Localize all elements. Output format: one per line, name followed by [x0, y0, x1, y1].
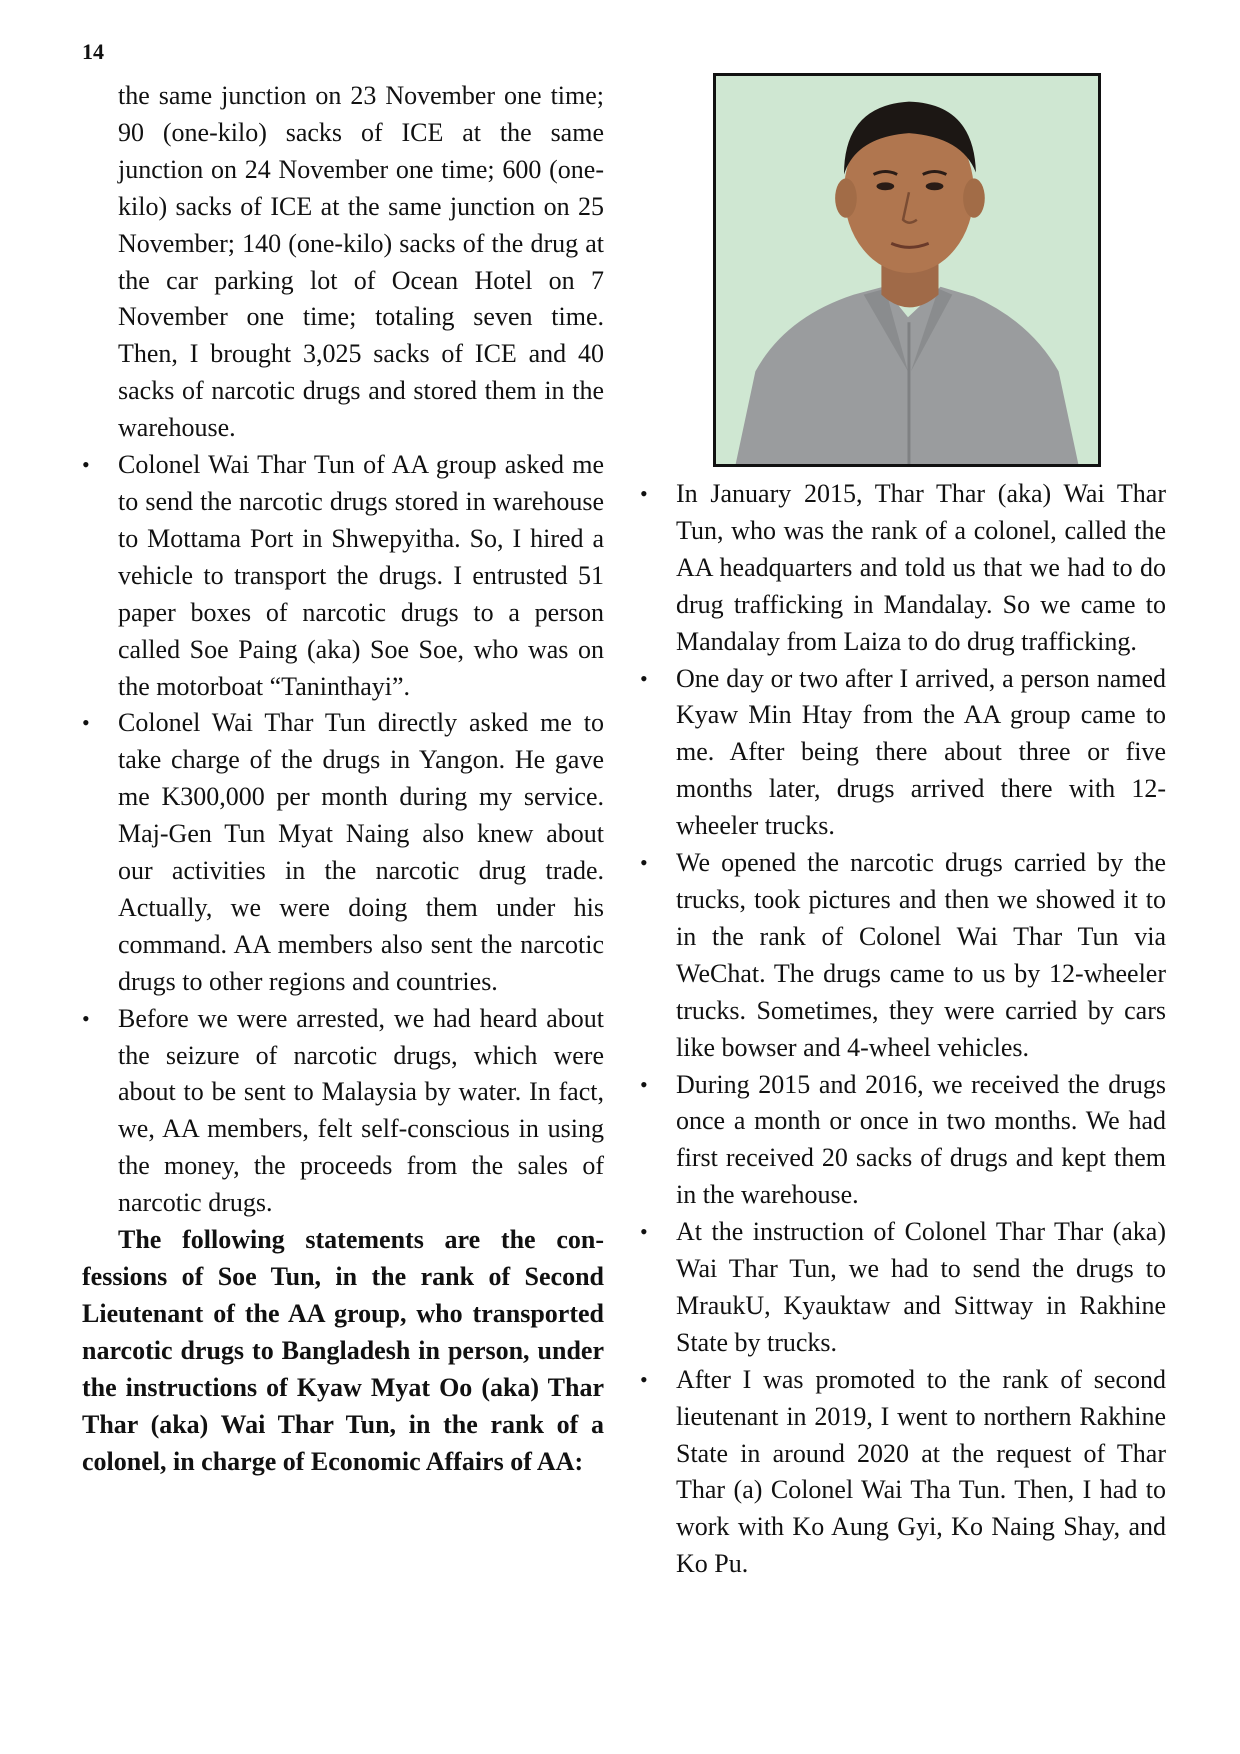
- list-item: • Colonel Wai Thar Tun directly asked me to take charge of the drugs in Yangon. He gave me K300,000 per month during my service. Maj-Gen Tun Myat Naing also knew about our activities in the narcotic drug trade. Actually, we were doing them under his command. AA members also sent the narcotic drugs to other regions and countries.: [82, 705, 604, 1000]
- left-bullet-list: [82, 447, 604, 1222]
- list-item: • We opened the narcotic drugs carried by the trucks, took pictures and then we showed it to in the rank of Colonel Wai Thar Tun via WeChat. The drugs came to us by 12-wheeler trucks. Sometimes, they were carried by cars like bowser and 4-wheel vehicles.: [640, 845, 1166, 1066]
- list-item: • During 2015 and 2016, we received the drugs once a month or once in two months. We had first received 20 sacks of drugs and kept them in the warehouse.: [640, 1067, 1166, 1215]
- list-item: • Colonel Wai Thar Tun of AA group asked me to send the narcotic drugs stored in warehouse to Mottama Port in Shwepyitha. So, I hired a vehicle to transport the drugs. I entrusted 51 paper boxes of narcotic drugs to a person called Soe Paing (aka) Soe Soe, who was on the motorboat “Taninthayi”.: [82, 447, 604, 705]
- confession-intro: The following statements are the confessions of Soe Tun, in the rank of Second Lieutenant of the AA group, who transported narcotic drugs to Bangladesh in person, under the instructions of Kyaw Myat Oo (aka) Thar Thar (aka) Wai Thar Tun, in the rank of a colonel, in charge of Economic Affairs of AA:: [82, 1225, 604, 1476]
- continuation-paragraph: the same junction on 23 November one time; 90 (one-kilo) sacks of ICE at the same junction on 24 November one time; 600 (one-kilo) sacks of ICE at the same junction on 25 November; 140 (one-kilo) sacks of the drug at the car parking lot of Ocean Hotel on 7 November one time; totaling seven time. Then, I brought 3,025 sacks of ICE and 40 sacks of narcotic drugs and stored them in the warehouse.: [118, 81, 604, 443]
- page-number: 14: [82, 39, 104, 64]
- list-item: • After I was promoted to the rank of second lieutenant in 2019, I went to northern Rakhine State in around 2020 at the request of Thar Thar (a) Colonel Wai Tha Tun. Then, I had to work with Ko Aung Gyi, Ko Naing Shay, and Ko Pu.: [640, 1362, 1166, 1583]
- list-item: • Before we were arrested, we had heard about the seizure of narcotic drugs, which were about to be sent to Malaysia by water. In fact, we, AA members, felt self-conscious in using the money, the proceeds from the sales of narcotic drugs.: [82, 1001, 604, 1222]
- list-item: • In January 2015, Thar Thar (aka) Wai Thar Tun, who was the rank of a colonel, called the AA headquarters and told us that we had to do drug trafficking in Mandalay. So we came to Mandalay from Laiza to do drug trafficking.: [640, 476, 1166, 661]
- list-item: • At the instruction of Colonel Thar Thar (aka) Wai Thar Tun, we had to send the drugs to MraukU, Kyauktaw and Sittway in Rakhine State by trucks.: [640, 1214, 1166, 1362]
- left-column: [82, 78, 604, 1480]
- right-bullet-list: [640, 476, 1166, 1583]
- portrait-image: [716, 76, 1098, 464]
- list-item: • One day or two after I arrived, a person named Kyaw Min Htay from the AA group came to me. After being there about three or five months later, drugs arrived there with 12-wheeler trucks.: [640, 661, 1166, 846]
- portrait-photo: [713, 73, 1101, 467]
- right-column: [640, 476, 1166, 1583]
